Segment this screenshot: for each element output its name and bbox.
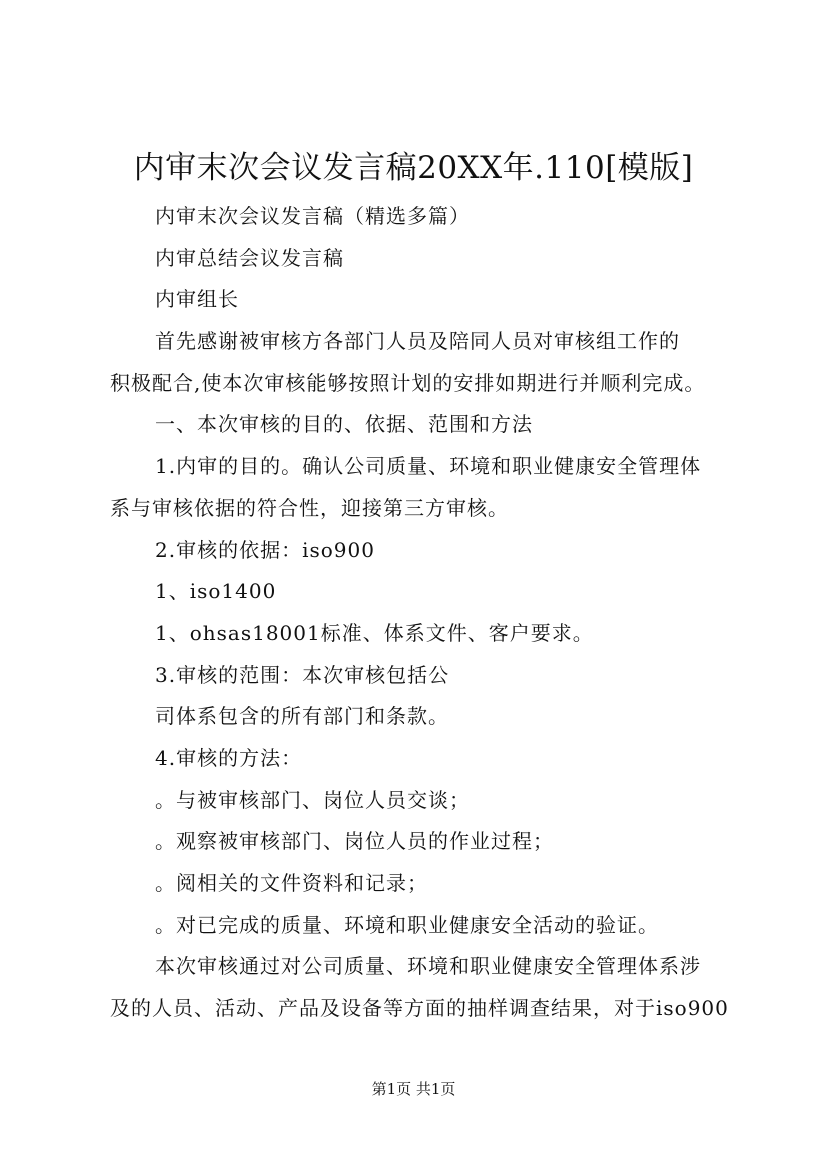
paragraph-line: 系与审核依据的符合性，迎接第三方审核。 (110, 495, 509, 520)
document-body (110, 196, 730, 1030)
paragraph-line: 1.内审的目的。确认公司质量、环境和职业健康安全管理体 (155, 454, 702, 479)
list-item: 。阅相关的文件资料和记录； (155, 871, 428, 895)
paragraph-line: 3.审核的范围：本次审核包括公 (155, 662, 450, 687)
paragraph-line: 司体系包含的所有部门和条款。 (155, 704, 449, 729)
paragraph-line: 内审总结会议发言稿 (155, 245, 344, 270)
paragraph-line: 及的人员、活动、产品及设备等方面的抽样调查结果，对于iso900 (110, 996, 729, 1021)
section-heading: 一、本次审核的目的、依据、范围和方法 (155, 412, 533, 437)
paragraph-line: 4.审核的方法： (155, 745, 303, 770)
paragraph-line: 积极配合,使本次审核能够按照计划的安排如期进行并顺利完成。 (110, 370, 706, 395)
document-title: 内审末次会议发言稿20XX年.110[模版] (133, 150, 694, 186)
list-item: 。观察被审核部门、岗位人员的作业过程； (155, 829, 554, 854)
paragraph-line: 本次审核通过对公司质量、环境和职业健康安全管理体系涉 (155, 954, 701, 979)
paragraph-line: 1、ohsas18001标准、体系文件、客户要求。 (155, 620, 594, 645)
list-item: 。对已完成的质量、环境和职业健康安全活动的验证。 (155, 912, 659, 937)
paragraph-line: 2.审核的依据：iso900 (155, 537, 375, 562)
page-footer: 第1页 共1页 (371, 1080, 456, 1098)
paragraph-line: 内审末次会议发言稿（精选多篇） (155, 204, 470, 228)
paragraph-line: 1、iso1400 (155, 579, 277, 604)
list-item: 。与被审核部门、岗位人员交谈； (155, 787, 470, 812)
paragraph-line: 内审组长 (155, 287, 239, 312)
paragraph-line: 首先感谢被审核方各部门人员及陪同人员对审核组工作的 (155, 329, 680, 354)
